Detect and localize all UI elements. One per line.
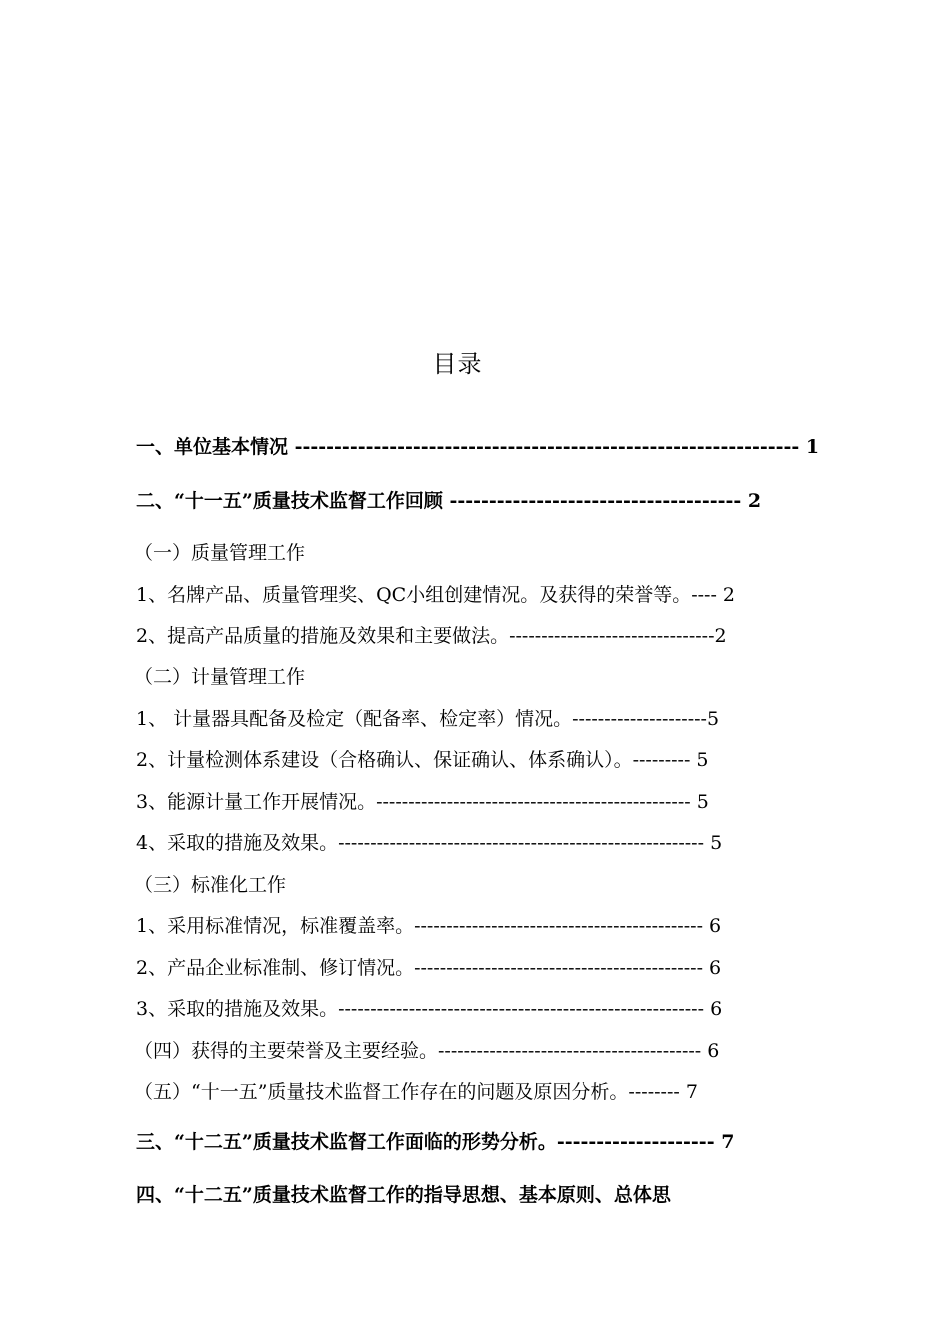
toc-entry: 1、采用标准情况，标准覆盖率。--------------------------------------------- 6	[136, 915, 722, 937]
toc-entry: 2、计量检测体系建设（合格确认、保证确认、体系确认）。--------- 5	[136, 749, 709, 771]
toc-entry: （一）质量管理工作	[134, 542, 306, 564]
toc-title: 目录	[432, 350, 483, 378]
toc-entry: （二）计量管理工作	[134, 666, 306, 688]
toc-entry: （五）“十一五”质量技术监督工作存在的问题及原因分析。-------- 7	[134, 1081, 698, 1103]
toc-entry: 3、采取的措施及效果。--------------------------------------------------------- 6	[136, 998, 723, 1020]
toc-entry: 2、提高产品质量的措施及效果和主要做法。--------------------------------2	[136, 625, 727, 647]
toc-entry: 3、能源计量工作开展情况。------------------------------------------------- 5	[136, 791, 709, 813]
toc-entry: 一、单位基本情况 ---------------------------------------------------------------- 1	[136, 436, 820, 458]
toc-entry: 四、“十二五”质量技术监督工作的指导思想、基本原则、总体思	[136, 1184, 671, 1206]
toc-entry: 1、名牌产品、质量管理奖、QC小组创建情况。及获得的荣誉等。---- 2	[136, 584, 736, 606]
toc-entry: （三）标准化工作	[134, 874, 287, 896]
toc-entry: 1、 计量器具配备及检定（配备率、检定率）情况。---------------------5	[136, 708, 720, 730]
toc-entry: 三、“十二五”质量技术监督工作面临的形势分析。-------------------- 7	[136, 1131, 735, 1153]
toc-entry: 2、产品企业标准制、修订情况。--------------------------------------------- 6	[136, 957, 722, 979]
toc-entry: 二、“十一五”质量技术监督工作回顾 ------------------------------------- 2	[136, 490, 762, 512]
toc-entry: （四）获得的主要荣誉及主要经验。----------------------------------------- 6	[134, 1040, 720, 1062]
toc-entry: 4、采取的措施及效果。--------------------------------------------------------- 5	[136, 832, 723, 854]
